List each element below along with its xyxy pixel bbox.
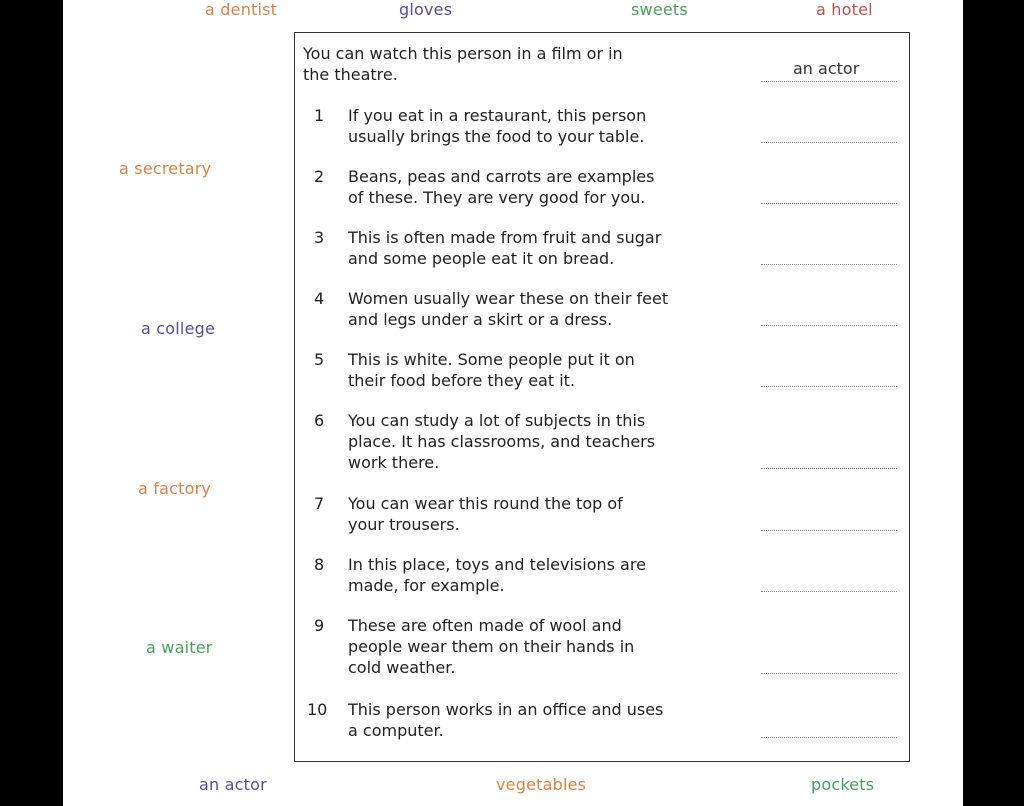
word-sweets: sweets [631,0,688,19]
question-line: usually brings the food to your table. [348,127,645,146]
question-line: of these. They are very good for you. [348,188,646,207]
worksheet-page [63,0,963,806]
question-line: Beans, peas and carrots are examples [348,167,655,186]
question-line: You can study a lot of subjects in this [348,411,646,430]
question-line: made, for example. [348,576,505,595]
question-line: This is often made from fruit and sugar [348,228,662,247]
answer-line-7[interactable] [761,530,897,531]
word-a-dentist: a dentist [205,0,278,19]
question-number: 1 [314,106,325,125]
question-line: work there. [348,453,440,472]
question-number: 10 [307,700,328,719]
answer-line-8[interactable] [761,591,897,592]
word-pockets: pockets [811,775,875,794]
question-line: your trousers. [348,515,460,534]
question-number: 5 [314,350,325,369]
answer-line-1[interactable] [761,142,897,143]
question-line: and some people eat it on bread. [348,249,615,268]
answer-line-6[interactable] [761,468,897,469]
question-line: These are often made of wool and [348,616,622,635]
question-number: 2 [314,167,325,186]
answer-line-4[interactable] [761,325,897,326]
word-an-actor: an actor [199,775,267,794]
word-a-waiter: a waiter [146,638,213,657]
example-line-1: You can watch this person in a film or in [303,44,623,63]
word-vegetables: vegetables [496,775,587,794]
word-a-secretary: a secretary [119,159,212,178]
word-a-hotel: a hotel [816,0,873,19]
example-answer: an actor [793,59,860,78]
question-number: 3 [314,228,325,247]
question-number: 4 [314,289,325,308]
question-number: 8 [314,555,325,574]
question-line: You can wear this round the top of [348,494,623,513]
question-line: If you eat in a restaurant, this person [348,106,647,125]
question-line: This person works in an office and uses [348,700,664,719]
word-a-college: a college [141,319,216,338]
answer-line-9[interactable] [761,673,897,674]
answer-line-3[interactable] [761,264,897,265]
question-number: 9 [314,616,325,635]
question-line: a computer. [348,721,444,740]
question-line: In this place, toys and televisions are [348,555,646,574]
question-line: Women usually wear these on their feet [348,289,669,308]
answer-line-2[interactable] [761,203,897,204]
example-line-2: the theatre. [303,65,398,84]
word-gloves: gloves [399,0,453,19]
example-answer-line [761,81,897,82]
question-line: people wear them on their hands in [348,637,635,656]
question-line: This is white. Some people put it on [348,350,635,369]
question-line: cold weather. [348,658,456,677]
question-line: their food before they eat it. [348,371,576,390]
question-line: and legs under a skirt or a dress. [348,310,613,329]
question-number: 6 [314,411,325,430]
answer-line-10[interactable] [761,737,897,738]
question-number: 7 [314,494,325,513]
questions-box [294,32,910,762]
question-line: place. It has classrooms, and teachers [348,432,656,451]
word-a-factory: a factory [138,479,212,498]
answer-line-5[interactable] [761,386,897,387]
